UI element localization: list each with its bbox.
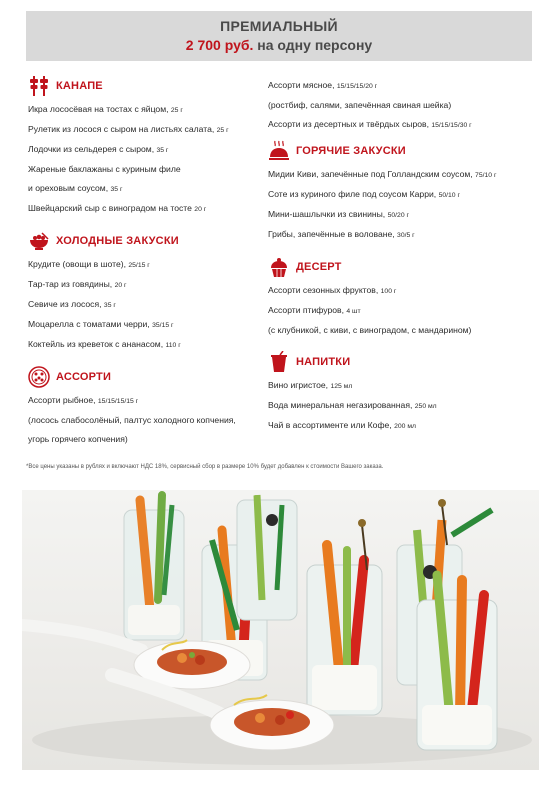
- menu-item: Вино игристое, 125 мл: [268, 380, 353, 390]
- bowl-icon: [28, 230, 50, 252]
- section-canape-items: [28, 100, 263, 219]
- menu-item: Тар-тар из говядины, 20 г: [28, 279, 127, 289]
- menu-item: (с клубникой, с киви, с виноградом, с мандарином): [268, 325, 472, 335]
- section-assorti-continued: [268, 76, 538, 135]
- section-assorti-items: [28, 391, 263, 449]
- menu-column-left: [28, 74, 263, 459]
- menu-item: Мидии Киви, запечённые под Голландским соусом, 75/10 г: [268, 169, 497, 179]
- menu-price-line: [26, 37, 532, 53]
- section-hot: [268, 139, 538, 245]
- food-photo: [22, 490, 539, 770]
- section-dessert: [268, 255, 538, 340]
- section-assorti: [28, 365, 263, 449]
- shot-glass: [417, 575, 497, 750]
- crudites-illustration: [22, 490, 539, 770]
- menu-item: (ростбиф, салями, запечённая свиная шейка): [268, 100, 452, 110]
- menu-item: Ассорти рыбное, 15/15/15/15 г: [28, 395, 139, 405]
- cupcake-icon: [268, 256, 290, 278]
- menu-item: Грибы, запечённые в воловане, 30/5 г: [268, 229, 415, 239]
- menu-item: Икра лососёвая на тостах с яйцом, 25 г: [28, 104, 183, 114]
- shot-glass: [124, 495, 184, 640]
- menu-item: угорь горячего копчения): [28, 434, 128, 444]
- section-dessert-header: [268, 255, 538, 279]
- menu-header: [26, 11, 532, 61]
- section-hot-items: [268, 165, 538, 245]
- section-drinks: [268, 350, 538, 436]
- menu-item: Ассорти из десертных и твёрдых сыров, 15/15/15/30 г: [268, 119, 472, 129]
- menu-item: Коктейль из креветок с ананасом, 110 г: [28, 339, 181, 349]
- section-assorti-title: АССОРТИ: [56, 371, 112, 383]
- section-drinks-title: НАПИТКИ: [296, 356, 351, 368]
- drink-icon: [268, 351, 290, 373]
- menu-item: Лодочки из сельдерея с сыром, 35 г: [28, 144, 169, 154]
- menu-per-person: на одну персону: [257, 37, 373, 53]
- section-drinks-header: [268, 350, 538, 374]
- menu-item: Крудите (овощи в шоте), 25/15 г: [28, 259, 150, 269]
- menu-item: Севиче из лосося, 35 г: [28, 299, 116, 309]
- section-canape-header: [28, 74, 263, 98]
- section-dessert-items: [268, 281, 538, 340]
- menu-title: ПРЕМИАЛЬНЫЙ: [220, 18, 338, 34]
- shot-glass: [307, 519, 382, 715]
- section-hot-header: [268, 139, 538, 163]
- menu-item: и ореховым соусом, 35 г: [28, 183, 123, 193]
- menu-item: Рулетик из лосося с сыром на листьях салата, 25 г: [28, 124, 229, 134]
- menu-price: 2 700 руб.: [185, 37, 254, 53]
- menu-column-right: [268, 76, 538, 446]
- menu-item: Ассорти сезонных фруктов, 100 г: [268, 285, 397, 295]
- section-cold-title: ХОЛОДНЫЕ ЗАКУСКИ: [56, 235, 179, 247]
- section-cold-header: [28, 229, 263, 253]
- platter-icon: [28, 366, 50, 388]
- section-cold: [28, 229, 263, 355]
- section-drinks-items: [268, 376, 538, 436]
- section-assorti-header: [28, 365, 263, 389]
- menu-item: Швейцарский сыр с виноградом на тосте 20 г: [28, 203, 207, 213]
- section-dessert-title: ДЕСЕРТ: [296, 261, 342, 273]
- section-canape-title: КАНАПЕ: [56, 80, 103, 92]
- menu-item: Жареные баклажаны с куриным филе: [28, 164, 181, 174]
- menu-item: (лосось слабосолёный, палтус холодного копчения,: [28, 415, 236, 425]
- price-footnote: *Все цены указаны в рублях и включают НДС 18%, сервисный сбор в размере 10% будет добавлен к стоимости Вашего заказа.: [26, 464, 384, 470]
- skewers-icon: [28, 75, 50, 97]
- section-cold-items: [28, 255, 263, 355]
- section-canape: [28, 74, 263, 219]
- menu-item: Мини-шашлычки из свинины, 50/20 г: [268, 209, 409, 219]
- shot-glass: [237, 495, 297, 620]
- menu-item: Ассорти мясное, 15/15/15/20 г: [268, 80, 378, 90]
- menu-item: Соте из куриного филе под соусом Карри, 50/10 г: [268, 189, 460, 199]
- menu-item: Ассорти птифуров, 4 шт: [268, 305, 361, 315]
- section-hot-title: ГОРЯЧИЕ ЗАКУСКИ: [296, 145, 406, 157]
- menu-item: Моцарелла с томатами черри, 35/15 г: [28, 319, 174, 329]
- menu-item: Вода минеральная негазированная, 250 мл: [268, 400, 437, 410]
- cloche-icon: [268, 140, 290, 162]
- menu-item: Чай в ассортименте или Кофе, 200 мл: [268, 420, 416, 430]
